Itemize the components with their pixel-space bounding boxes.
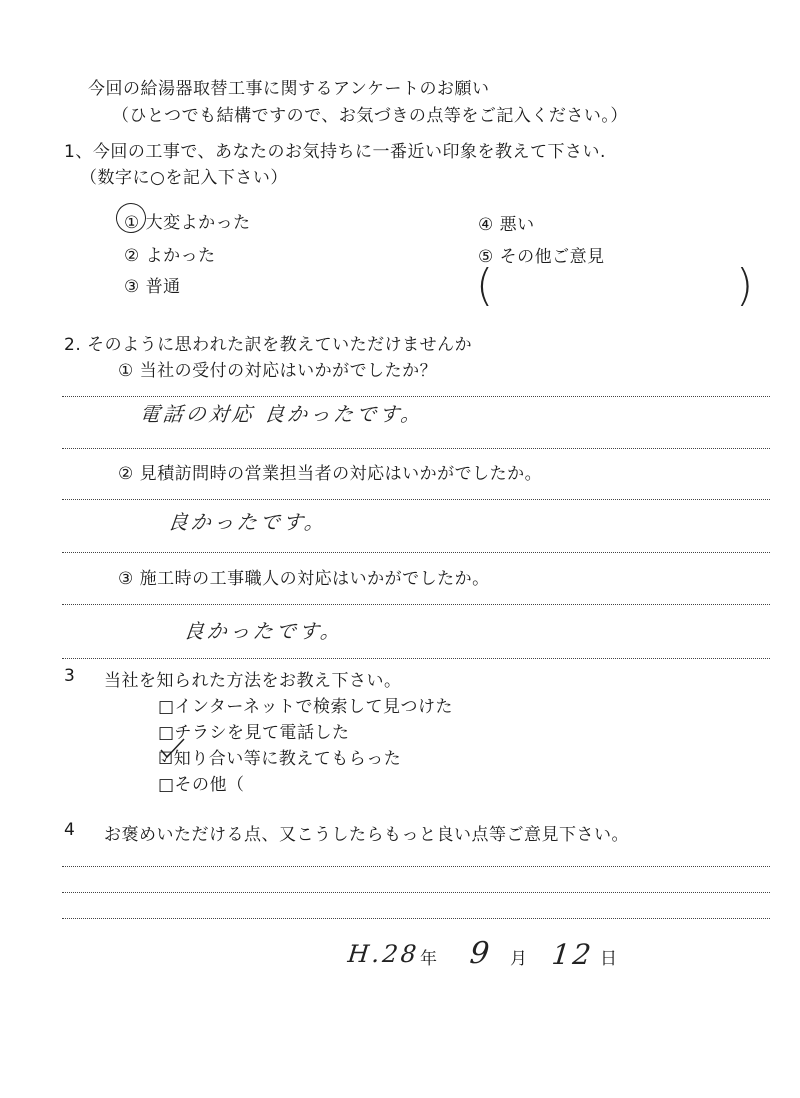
q3-option-acquaintance[interactable]: ☑知り合い等に教えてもらった [158, 749, 402, 769]
date-day: 12 [550, 938, 596, 971]
q3-option-flyer[interactable]: □チラシを見て電話した [158, 723, 350, 743]
q3-number: 3 [64, 666, 76, 686]
q1-option-3[interactable]: ③ 普通 [124, 277, 181, 297]
check-mark-icon [158, 736, 188, 760]
other-close-paren: ) [736, 260, 754, 311]
date-day-unit: 日 [600, 949, 618, 969]
date-year-unit: 年 [420, 949, 438, 969]
q1-question: 1、今回の工事で、あなたのお気持ちに一番近い印象を教えて下さい. [64, 142, 606, 162]
q2-answer1: 電話の対応 良かったです。 [138, 402, 425, 426]
q3-option-other[interactable]: □その他（ [158, 775, 245, 795]
q3-question: 当社を知られた方法をお教え下さい。 [104, 671, 402, 691]
q1-option-4[interactable]: ④ 悪い [478, 215, 535, 235]
q2-question: 2. そのように思われた訳を教えていただけませんか [64, 335, 473, 355]
q1-instruction: （数字に○を記入下さい） [80, 168, 288, 188]
q4-question: お褒めいただける点、又こうしたらもっと良い点等ご意見下さい。 [104, 825, 629, 845]
date-month-unit: 月 [510, 949, 528, 969]
q2-sub1: ① 当社の受付の対応はいかがでしたか？ [118, 361, 438, 381]
date-month: 9 [468, 936, 494, 971]
survey-subtitle: （ひとつでも結構ですので、お気づきの点等をご記入ください。） [112, 106, 628, 126]
answer-line [62, 604, 770, 605]
other-open-paren: ( [476, 260, 494, 311]
survey-title: 今回の給湯器取替工事に関するアンケートのお願い [88, 79, 490, 99]
q2-answer3: 良かったです。 [182, 619, 345, 643]
q2-sub2: ② 見積訪問時の営業担当者の対応はいかがでしたか。 [118, 464, 543, 484]
q4-number: 4 [64, 820, 76, 840]
answer-line [62, 499, 770, 500]
answer-line [62, 866, 770, 867]
q1-option-5[interactable]: ⑤ その他ご意見 [478, 247, 605, 267]
q2-sub3: ③ 施工時の工事職人の対応はいかがでしたか。 [118, 569, 490, 589]
answer-line [62, 396, 770, 397]
q1-option-2[interactable]: ② よかった [124, 246, 216, 266]
answer-line [62, 552, 770, 553]
answer-line [62, 448, 770, 449]
answer-line [62, 892, 770, 893]
q3-option-internet[interactable]: □インターネットで検索して見つけた [158, 697, 454, 717]
q1-option-1[interactable]: ① 大変よかった [124, 213, 251, 233]
q2-answer2: 良かったです。 [166, 510, 329, 534]
answer-line [62, 658, 770, 659]
answer-line [62, 918, 770, 919]
date-era-year: H.28 [346, 940, 421, 968]
